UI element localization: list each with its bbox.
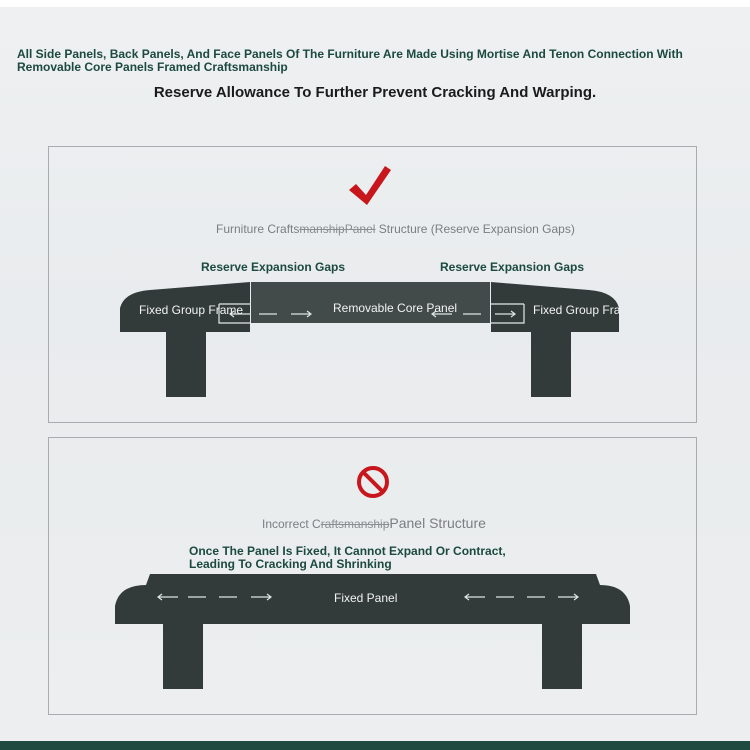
incorrect-warning-text: Once The Panel Is Fixed, It Cannot Expand Or Contract, Leading To Cracking And Shrinking <box>189 544 506 571</box>
check-mark-icon <box>349 166 391 205</box>
incorrect-structure-box <box>48 437 697 715</box>
bottom-bar <box>0 741 750 750</box>
intro-text: All Side Panels, Back Panels, And Face Panels Of The Furniture Are Made Using Mortise And Tenon Connection With Removable Core Panels Framed Craftsmanship <box>17 47 683 74</box>
incorrect-structure-title: Incorrect CraftsmanshipPanel Structure <box>262 515 486 531</box>
right-frame-label: Fixed Group Fra <box>533 303 621 317</box>
correct-structure-title: Furniture CraftsmanshipPanel Structure (Reserve Expansion Gaps) <box>216 222 575 236</box>
core-panel-label: Removable Core Panel <box>333 301 458 315</box>
left-frame-label: Fixed Group Frame <box>139 303 244 317</box>
headline: Reserve Allowance To Further Prevent Cracking And Warping. <box>153 84 597 101</box>
gap-label-right: Reserve Expansion Gaps <box>440 260 585 274</box>
fixed-panel-label: Fixed Panel <box>334 591 398 605</box>
right-leg <box>531 330 571 397</box>
gap-label-left: Reserve Expansion Gaps <box>201 260 346 274</box>
left-leg <box>166 330 206 397</box>
